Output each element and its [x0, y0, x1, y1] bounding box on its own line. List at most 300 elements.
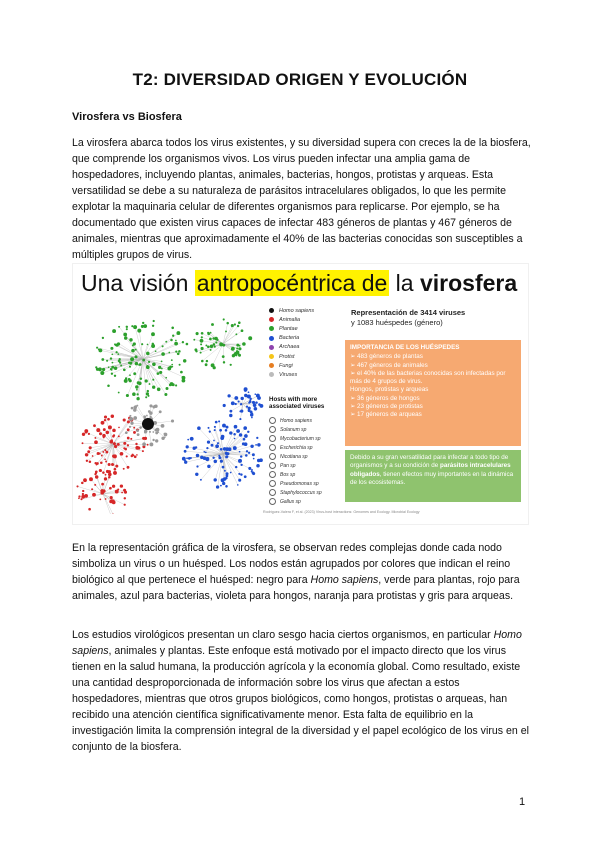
network-node [229, 431, 232, 434]
network-node [216, 487, 218, 489]
network-node [114, 343, 116, 345]
page-number: 1 [519, 796, 526, 808]
network-node [206, 360, 208, 362]
virus-host-network [73, 304, 265, 514]
network-node [200, 343, 202, 345]
host-label: Bos sp [280, 471, 296, 478]
network-node [107, 418, 110, 421]
host-circle-icon [269, 426, 276, 433]
network-node [106, 360, 108, 362]
network-node [182, 457, 186, 461]
network-node [127, 437, 130, 440]
network-node [230, 364, 232, 366]
network-node [82, 493, 84, 495]
network-node [82, 433, 85, 436]
legend-dot-icon [269, 336, 274, 341]
network-node [176, 331, 180, 335]
network-edge [223, 344, 224, 362]
figure-title [81, 270, 517, 297]
network-node [255, 444, 257, 446]
network-node [234, 438, 236, 440]
legend-label: Protist [279, 353, 295, 360]
network-node [124, 504, 126, 506]
network-node [96, 428, 100, 432]
network-node [256, 437, 258, 439]
network-node [112, 429, 116, 433]
network-node [110, 496, 113, 499]
network-node [221, 478, 225, 482]
network-node [133, 325, 137, 329]
legend-item [269, 352, 339, 361]
network-node [225, 330, 227, 332]
network-node [118, 392, 120, 394]
network-node [238, 473, 240, 475]
p3-italic: Homo sapiens [72, 629, 522, 657]
network-node [131, 407, 134, 410]
network-node [257, 396, 261, 400]
network-node [226, 322, 229, 325]
network-node [136, 454, 138, 456]
host-label: Solanum sp [280, 426, 307, 433]
network-node [227, 452, 230, 455]
network-node [234, 396, 238, 400]
network-node [94, 484, 96, 486]
network-node [161, 352, 165, 356]
network-node [110, 347, 113, 350]
network-node [147, 344, 149, 346]
network-node [213, 343, 216, 346]
host-label: Escherichia sp [280, 444, 313, 451]
network-node [248, 452, 250, 454]
network-node [251, 417, 253, 419]
representation-line-2: y 1083 huéspedes (género) [351, 318, 443, 327]
network-node [203, 456, 207, 460]
network-node [223, 318, 225, 320]
network-node [127, 428, 130, 431]
network-node [158, 366, 161, 369]
network-node [128, 378, 131, 381]
network-node [140, 378, 142, 380]
network-node [161, 437, 164, 440]
host-circle-icon [269, 462, 276, 469]
network-node [137, 433, 140, 436]
network-node [247, 395, 251, 399]
network-node [108, 425, 112, 429]
network-edge [223, 439, 244, 454]
network-node [159, 371, 162, 374]
network-node [254, 407, 258, 411]
network-node [252, 472, 255, 475]
network-node [100, 462, 103, 465]
network-node [255, 401, 258, 404]
network-node [117, 342, 120, 345]
network-node [84, 494, 88, 498]
network-node [141, 343, 143, 345]
network-node [78, 495, 80, 497]
network-node [231, 347, 235, 351]
network-node [95, 470, 98, 473]
figure-title-part1: Una visión [81, 270, 195, 296]
network-node [92, 455, 94, 457]
versatility-text-2: , tienen efectos muy importantes en la dinámica de los ecosistemas. [350, 470, 514, 486]
network-node [135, 385, 138, 388]
network-node [108, 366, 110, 368]
network-node [238, 459, 242, 463]
network-node [149, 404, 152, 407]
network-node [190, 437, 194, 441]
network-node [114, 375, 116, 377]
network-node [111, 415, 114, 418]
network-node [205, 345, 207, 347]
network-node [247, 431, 249, 433]
section-heading: Virosfera vs Biosfera [72, 111, 182, 123]
network-node [137, 447, 140, 450]
legend-label: Plantae [279, 325, 298, 332]
network-node [177, 352, 180, 355]
network-node [147, 390, 149, 392]
network-node [234, 352, 237, 355]
network-node [211, 323, 214, 326]
network-node [127, 420, 130, 423]
host-item [269, 443, 341, 452]
host-item [269, 452, 341, 461]
network-node [86, 460, 88, 462]
network-node [164, 433, 168, 437]
network-node [80, 498, 82, 500]
network-node [101, 421, 105, 425]
network-node [236, 348, 238, 350]
network-node [161, 368, 163, 370]
network-node [89, 477, 93, 481]
network-node [95, 475, 98, 478]
legend-dot-icon [269, 308, 274, 313]
importance-item: ➢ 17 géneros de arqueas [350, 411, 422, 419]
network-node [207, 346, 210, 349]
host-item [269, 479, 341, 488]
network-node [129, 374, 131, 376]
network-node [240, 410, 243, 413]
network-node [125, 431, 128, 434]
network-edge [78, 486, 104, 494]
network-node [148, 410, 151, 413]
network-node [200, 352, 202, 354]
network-node [214, 429, 216, 431]
network-node [135, 349, 137, 351]
host-label: Gallus sp [280, 498, 301, 505]
importance-box [345, 340, 521, 446]
network-node [130, 422, 133, 425]
network-node [242, 342, 246, 346]
network-node [171, 359, 173, 361]
network-node [175, 340, 177, 342]
network-node [240, 403, 242, 405]
network-node [222, 355, 225, 358]
hosts-title: Hosts with more associated viruses [269, 396, 325, 410]
host-item [269, 488, 341, 497]
network-node [118, 326, 120, 328]
network-node [126, 328, 128, 330]
network-node [213, 440, 215, 442]
network-node [152, 363, 156, 367]
network-node [148, 361, 150, 363]
network-node [255, 393, 257, 395]
versatility-text-bold: parásitos intracelulares obligados [350, 462, 511, 478]
network-node [124, 497, 126, 499]
network-node [215, 341, 217, 343]
network-node [164, 393, 167, 396]
network-node [252, 453, 255, 456]
network-node [236, 344, 239, 347]
network-node [233, 446, 237, 450]
network-node [214, 460, 217, 463]
network-node [142, 442, 146, 446]
network-node [94, 473, 96, 475]
network-node [123, 333, 127, 337]
network-node [225, 447, 229, 451]
network-node [219, 429, 222, 432]
figure-title-highlight: antropocéntrica de [196, 270, 388, 296]
network-node [152, 439, 154, 441]
network-node [211, 444, 214, 447]
network-node [190, 457, 192, 459]
network-node [149, 383, 151, 385]
network-node [137, 329, 141, 333]
network-node [207, 465, 210, 468]
network-node [142, 359, 145, 362]
network-node [214, 346, 216, 348]
legend-item [269, 306, 339, 315]
paragraph-representation [72, 540, 532, 604]
network-node [211, 363, 215, 367]
legend-item [269, 370, 339, 379]
network-node [131, 325, 133, 327]
host-label: Staphylococcus sp [280, 489, 322, 496]
network-node [106, 431, 110, 435]
legend-dot-icon [269, 326, 274, 331]
host-label: Pseudomonas sp [280, 480, 319, 487]
network-node [123, 442, 126, 445]
network-node [100, 371, 104, 375]
network-node [232, 354, 235, 357]
network-node [207, 332, 209, 334]
network-node [99, 453, 101, 455]
host-item [269, 416, 341, 425]
network-node [238, 479, 241, 482]
network-node [213, 478, 216, 481]
network-node [114, 468, 117, 471]
network-node [203, 451, 205, 453]
hosts-list [269, 416, 341, 506]
legend-item [269, 324, 339, 333]
network-node [182, 341, 184, 343]
host-item [269, 461, 341, 470]
network-node [104, 477, 107, 480]
network-node [85, 453, 88, 456]
network-node [220, 485, 222, 487]
network-node [171, 364, 173, 366]
network-node [256, 464, 260, 468]
network-node [248, 391, 250, 393]
network-node [239, 418, 241, 420]
network-legend [269, 306, 339, 380]
network-node [244, 387, 248, 391]
network-node [110, 357, 112, 359]
host-item [269, 497, 341, 506]
network-node [136, 397, 139, 400]
network-node [155, 429, 157, 431]
network-node [129, 417, 133, 421]
network-node [120, 484, 123, 487]
importance-item: ➢ 36 géneros de hongos [350, 394, 420, 402]
network-node [200, 339, 204, 343]
network-node [113, 434, 115, 436]
figure-title-bold: virosfera [419, 270, 518, 296]
network-node [212, 457, 214, 459]
network-node [120, 452, 124, 456]
host-circle-icon [269, 489, 276, 496]
network-node [251, 412, 254, 415]
network-node [123, 418, 126, 421]
network-node [161, 424, 165, 428]
network-node [214, 426, 216, 428]
network-node [99, 469, 102, 472]
network-node [133, 427, 135, 429]
legend-label: Homo sapiens [279, 307, 315, 314]
network-node [257, 443, 260, 446]
network-node [105, 498, 107, 500]
network-node [216, 339, 218, 341]
network-node [242, 442, 245, 445]
paragraph-intro: La virosfera abarca todos los virus existentes, y su diversidad supera con creces la de la biosfera, que comprende los organismos vivos. Los virus pueden infectar una amplia gama de hospedadores, incluyendo plantas, animales, bacterias, hongos, protistas y arqueas. Esta versatilidad se debe a su naturaleza de parásitos intracelulares obligados, lo que les permite explotar la maquinaria celular de diferentes organismos para replicarse. Por ejemplo, se ha documentado que existen virus capaces de infectar 483 géneros de plantas y 467 géneros de animales, mientras que aproximadamente el 40% de las bacterias conocidas son susceptibles a múltiples grupos de virus. [72, 137, 531, 261]
network-node [137, 381, 140, 384]
network-node [138, 364, 140, 366]
network-node [246, 405, 248, 407]
p2-italic: Homo sapiens [310, 574, 379, 586]
figure-footer: Rodríguez-Valera F, et al. (2023) Virus-host interactions: Genomes and Ecology. Microbial Ecology [263, 510, 420, 514]
network-node [142, 322, 144, 324]
network-node [234, 425, 238, 429]
network-node [111, 369, 113, 371]
network-node [201, 336, 203, 338]
network-node [179, 364, 181, 366]
network-node [155, 431, 158, 434]
importance-item: ➢ 467 géneros de animales [350, 361, 428, 369]
virosphere-figure [72, 263, 529, 525]
network-node [133, 431, 136, 434]
p3-text-2: , animales y plantas. Este enfoque está motivado por el impacto directo que los virus tienen en la salud humana, la producción agrícola y la economía global. Como resultado, existe una cantidad desproporcionada de información sobre los virus que afectan a estos hospedadores, mientras que otros grupos biológicos, como hongos, protistas o arqueas, han recibido una atención científica significativamente menor. Esta falta de equilibrio en la investigación limita la comprensión integral de la diversidad y el papel ecológico de los virus en el conjunto de la biosfera. [72, 645, 529, 753]
network-node [101, 483, 104, 486]
network-node [99, 432, 102, 435]
network-node [193, 447, 196, 450]
network-node [114, 367, 117, 370]
legend-label: Archaea [279, 344, 300, 351]
network-edge [90, 444, 113, 448]
host-item [269, 470, 341, 479]
representation-line-1: Representación de 3414 viruses [351, 308, 466, 317]
network-node [182, 376, 184, 378]
network-node [184, 450, 187, 453]
network-node [111, 439, 113, 441]
network-node [82, 442, 84, 444]
network-node [141, 325, 144, 328]
network-node [157, 388, 161, 392]
network-node [129, 338, 132, 341]
network-node [238, 347, 241, 350]
network-node [101, 358, 104, 361]
network-node [208, 427, 210, 429]
network-node [171, 327, 174, 330]
network-node [217, 442, 219, 444]
network-node [143, 415, 146, 418]
host-label: Nicotiana sp [280, 453, 308, 460]
network-node [170, 339, 173, 342]
network-node [144, 437, 147, 440]
host-item [269, 434, 341, 443]
host-label: Homo sapiens [280, 417, 312, 424]
network-node [231, 324, 234, 327]
network-node [134, 355, 137, 358]
host-label: Mycobacterium sp [280, 435, 321, 442]
network-node [234, 323, 236, 325]
network-node [111, 353, 113, 355]
network-node [218, 455, 220, 457]
network-edge [83, 443, 114, 444]
network-node [104, 458, 106, 460]
network-node [93, 424, 96, 427]
network-node [137, 393, 139, 395]
network-node [218, 420, 220, 422]
network-node [241, 329, 244, 332]
network-node [240, 397, 243, 400]
paragraph-bias [72, 627, 532, 755]
network-node [169, 383, 171, 385]
versatility-box [345, 450, 521, 502]
importance-list [350, 353, 516, 419]
network-node [238, 354, 241, 357]
network-node [88, 508, 91, 511]
network-edge [112, 359, 143, 363]
network-node [200, 479, 202, 481]
network-node [111, 373, 113, 375]
network-node [112, 485, 115, 488]
network-node [113, 442, 116, 445]
network-node [250, 445, 253, 448]
network-node [108, 476, 111, 479]
network-node [102, 451, 104, 453]
network-node [139, 426, 142, 429]
network-node [146, 352, 150, 356]
network-node [104, 419, 106, 421]
network-node [144, 431, 147, 434]
network-node [152, 379, 154, 381]
legend-dot-icon [269, 363, 274, 368]
network-node [108, 473, 112, 477]
network-node [94, 462, 96, 464]
network-node [123, 368, 126, 371]
versatility-text-1: Debido a su gran versatilidad para infectar a todo tipo de organismos y a su condición de [350, 454, 509, 470]
network-node [201, 360, 204, 363]
network-node [193, 339, 195, 341]
network-node [237, 484, 239, 486]
network-edge [223, 323, 228, 344]
network-node [175, 350, 177, 352]
representation-text [351, 308, 521, 328]
importance-item: Hongos, protistas y arqueas [350, 386, 429, 394]
network-node [126, 326, 128, 328]
legend-label: Animalia [279, 316, 301, 323]
network-node [129, 361, 132, 364]
network-node [112, 454, 115, 457]
